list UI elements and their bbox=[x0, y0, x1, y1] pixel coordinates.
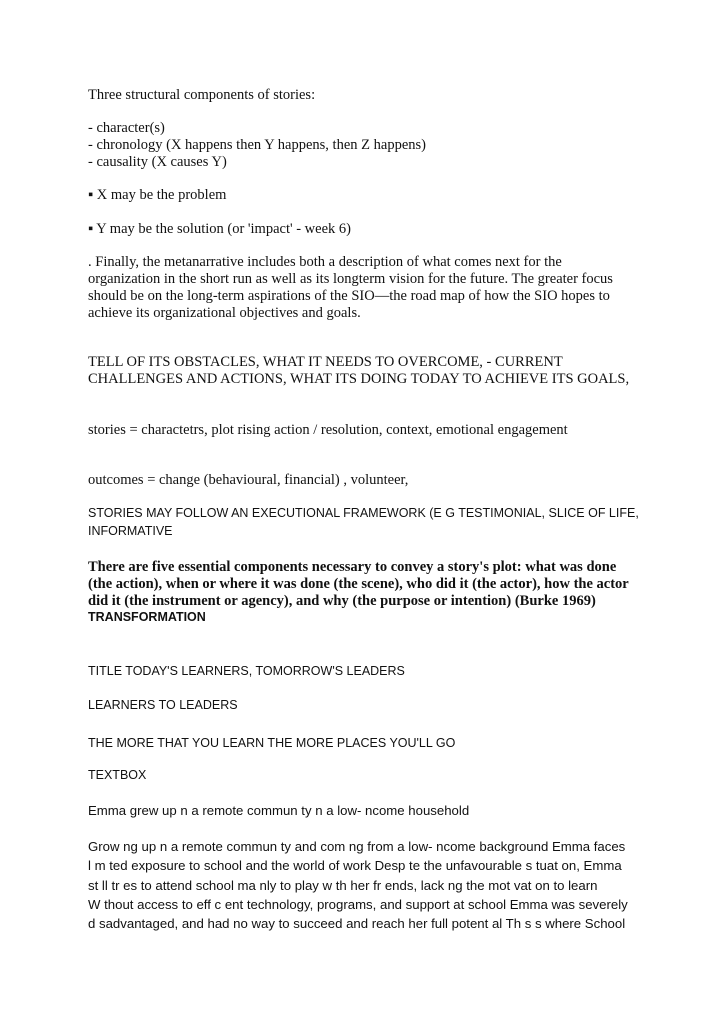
burke-paragraph bbox=[88, 559, 648, 610]
framework-line: STORIES MAY FOLLOW AN EXECUTIONAL FRAMEWORK (E G TESTIMONIAL, SLICE OF LIFE, bbox=[88, 506, 639, 520]
bullet-x: ▪ X may be the problem bbox=[88, 187, 227, 203]
emma-story-paragraph bbox=[88, 837, 648, 933]
component-chronology: - chronology (X happens then Y happens, then Z happens) bbox=[88, 137, 426, 153]
burke-line: (the action), when or where it was done (the scene), who did it (the actor), how the actor bbox=[88, 576, 629, 592]
burke-line: did it (the instrument or agency), and why (the purpose or intention) (Burke 1969) bbox=[88, 593, 596, 609]
metanarrative-line: . Finally, the metanarrative includes both a description of what comes next for the bbox=[88, 254, 562, 270]
emma-story-line: l m ted exposure to school and the world of work Desp te the unfavourable s tuat on, Emma bbox=[88, 858, 622, 874]
emma-story-line: W thout access to eff c ent technology, programs, and support at school Emma was severely bbox=[88, 896, 628, 912]
metanarrative-line: organization in the short run as well as its longterm vision for the future. The greater focus bbox=[88, 271, 613, 287]
component-causality: - causality (X causes Y) bbox=[88, 154, 227, 170]
outcomes-definition: outcomes = change (behavioural, financial) , volunteer, bbox=[88, 472, 409, 488]
components-list bbox=[88, 120, 648, 171]
emma-story-line: d sadvantaged, and had no way to succeed and reach her full potent al Th s s where School bbox=[88, 916, 626, 932]
burke-line: There are five essential components necessary to convey a story's plot: what was done bbox=[88, 559, 617, 575]
bullet-y: ▪ Y may be the solution (or 'impact' - week 6) bbox=[88, 221, 351, 237]
heading: Three structural components of stories: bbox=[88, 87, 316, 103]
learners-line: LEARNERS TO LEADERS bbox=[88, 698, 238, 712]
title-line: TITLE TODAY'S LEARNERS, TOMORROW'S LEADERS bbox=[88, 664, 405, 678]
emma-intro: Emma grew up n a remote commun ty n a low- ncome household bbox=[88, 803, 470, 818]
more-line: THE MORE THAT YOU LEARN THE MORE PLACES YOU'LL GO bbox=[88, 736, 456, 750]
obstacles-line: CHALLENGES AND ACTIONS, WHAT ITS DOING TODAY TO ACHIEVE ITS GOALS, bbox=[88, 371, 630, 387]
textbox-label: TEXTBOX bbox=[88, 768, 147, 782]
transformation-label: TRANSFORMATION bbox=[88, 610, 206, 624]
emma-story-line: st ll tr es to attend school ma nly to play w th her fr ends, lack ng the mot vat on to learn bbox=[88, 877, 598, 893]
metanarrative-line: achieve its organizational objectives and goals. bbox=[88, 305, 361, 321]
framework-line: INFORMATIVE bbox=[88, 524, 173, 538]
framework-paragraph bbox=[88, 504, 648, 540]
metanarrative-line: should be on the long-term aspirations of the SIO—the road map of how the SIO hopes to bbox=[88, 288, 610, 304]
stories-definition: stories = charactetrs, plot rising action / resolution, context, emotional engagement bbox=[88, 422, 568, 438]
obstacles-paragraph bbox=[88, 354, 648, 388]
metanarrative-paragraph bbox=[88, 254, 648, 322]
emma-story-line: Grow ng up n a remote commun ty and com ng from a low- ncome background Emma faces bbox=[88, 839, 626, 854]
component-character: - character(s) bbox=[88, 120, 165, 136]
obstacles-line: TELL OF ITS OBSTACLES, WHAT IT NEEDS TO OVERCOME, - CURRENT bbox=[88, 354, 563, 370]
